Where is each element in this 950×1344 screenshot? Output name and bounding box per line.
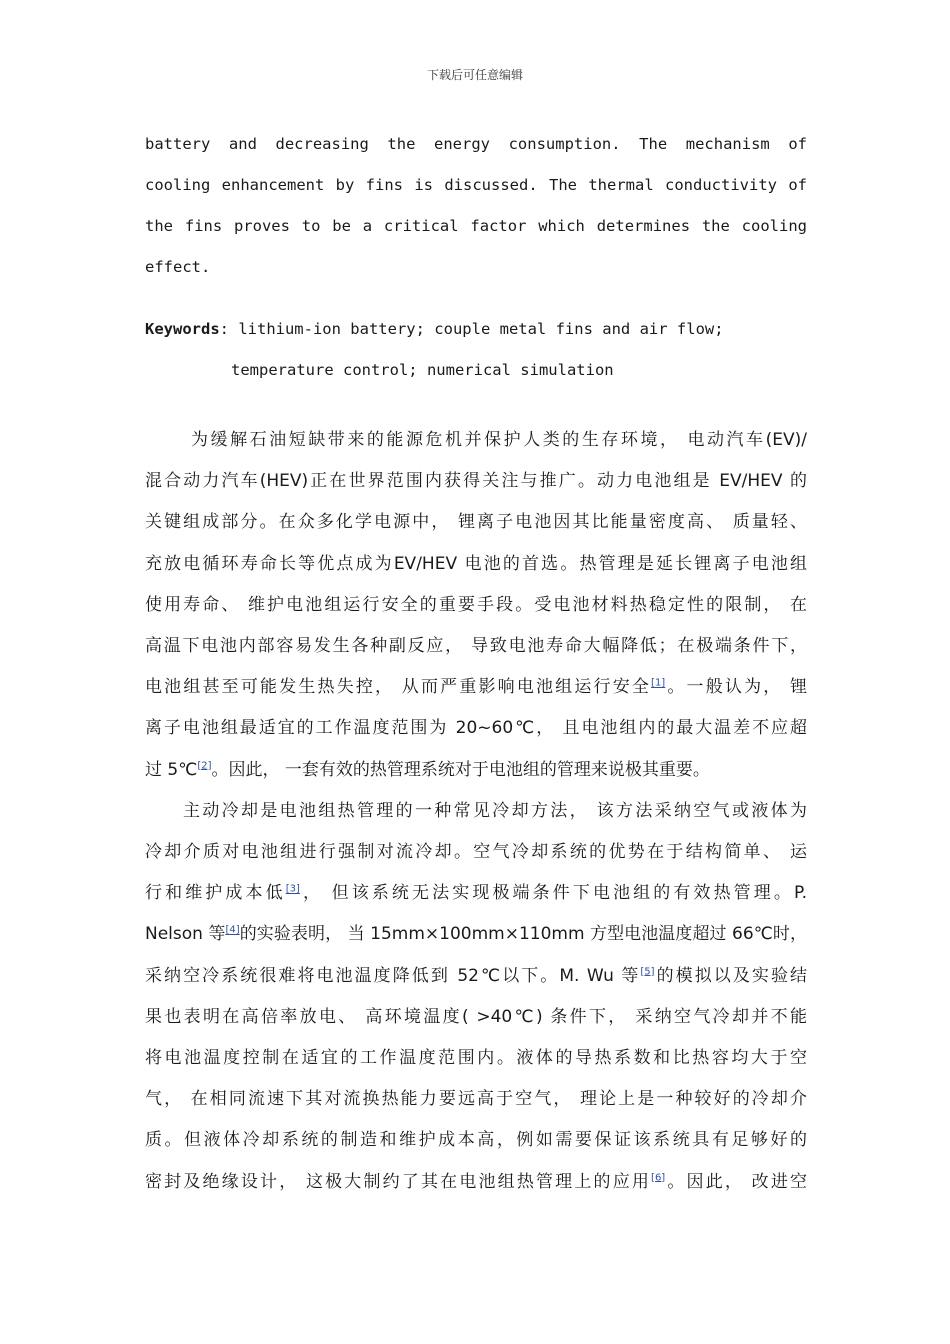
body-text-segment: 。因此， 一套有效的热管理系统对于电池组的管理来说极其重要。 <box>211 759 710 780</box>
body-text-segment: ， 但该系统无法实现极端条件下电池组的有效热管理。P. <box>299 883 808 904</box>
citation-link[interactable]: [2] <box>197 759 212 771</box>
page-header: 下载后可任意编辑 <box>426 68 523 82</box>
abstract-line: effect. <box>145 258 211 276</box>
keywords-block <box>145 309 807 391</box>
abstract-line: cooling enhancement by fins is discussed. The thermal conductivity of <box>145 176 807 194</box>
body-line <box>145 750 807 791</box>
body-line: 为缓解石油短缺带来的能源危机并保护人类的生存环境， 电动汽车(EV)/ <box>191 430 807 450</box>
body-line: 将电池温度控制在适宜的工作温度范围内。液体的导热系数和比热容均大于空 <box>145 1048 807 1069</box>
body-line: 质。但液体冷却系统的制造和维护成本高，例如需要保证该系统具有足够好的 <box>145 1130 807 1151</box>
abstract-text <box>145 124 807 288</box>
citation-link[interactable]: [3] <box>285 883 300 895</box>
body-line <box>145 873 807 914</box>
citation-link[interactable]: [1] <box>651 677 666 689</box>
body-line <box>145 914 807 955</box>
body-text <box>145 420 807 1203</box>
body-line: 气， 在相同流速下其对流换热能力要远高于空气， 理论上是一种较好的冷却介 <box>145 1089 807 1110</box>
body-text-segment: 的模拟以及实验结 <box>654 965 808 986</box>
body-line: 高温下电池内部容易发生各种副反应， 导致电池寿命大幅降低；在极端条件下， <box>145 636 807 657</box>
body-text-segment: 行和维护成本低 <box>145 883 286 904</box>
body-line: 混合动力汽车(HEV)正在世界范围内获得关注与推广。动力电池组是 EV/HEV 的 <box>145 471 807 492</box>
citation-link[interactable]: [5] <box>640 965 655 977</box>
body-line <box>145 667 807 708</box>
abstract-line: battery and decreasing the energy consumption. The mechanism of <box>145 135 807 153</box>
body-line: 充放电循环寿命长等优点成为EV/HEV 电池的首选。热管理是延长锂离子电池组 <box>145 553 807 574</box>
body-line: 主动冷却是电池组热管理的一种常见冷却方法， 该方法采纳空气或液体为 <box>183 800 807 821</box>
body-line: 使用寿命、 维护电池组运行安全的重要手段。受电池材料热稳定性的限制， 在 <box>145 594 807 615</box>
body-line: 离子电池组最适宜的工作温度范围为 20~60℃， 且电池组内的最大温差不应超 <box>145 718 807 739</box>
body-line: 关键组成部分。在众多化学电源中， 锂离子电池因其比能量密度高、 质量轻、 <box>145 512 807 533</box>
keywords-line-2: temperature control; numerical simulation <box>231 361 614 379</box>
citation-link[interactable]: [4] <box>225 924 240 936</box>
body-text-segment: 采纳空冷系统很难将电池温度降低到 52℃以下。M. Wu 等 <box>145 965 641 986</box>
body-line: 果也表明在高倍率放电、 高环境温度( >40℃) 条件下， 采纳空气冷却并不能 <box>145 1006 807 1027</box>
body-line <box>145 956 807 997</box>
citation-link[interactable]: [6] <box>651 1172 666 1183</box>
keywords-label: Keywords <box>145 320 220 338</box>
body-text-segment: 电池组甚至可能发生热失控， 从而严重影响电池组运行安全 <box>145 677 652 698</box>
body-line <box>145 1162 807 1203</box>
body-text-segment: 。一般认为， 锂 <box>665 677 807 698</box>
abstract-line: the fins proves to be a critical factor which determines the cooling <box>145 217 807 235</box>
body-text-segment: Nelson 等 <box>145 924 226 945</box>
keywords-line-1: : lithium-ion battery; couple metal fins and air flow; <box>219 320 724 338</box>
body-text-segment: 。因此， 改进空 <box>665 1171 807 1192</box>
body-text-segment: 过 5℃ <box>145 759 198 780</box>
body-line: 冷却介质对电池组进行强制对流冷却。空气冷却系统的优势在于结构简单、 运 <box>145 842 807 863</box>
body-text-segment: 的实验表明， 当 15mm×100mm×110mm 方型电池温度超过 66℃时， <box>239 924 807 945</box>
body-text-segment: 密封及绝缘设计， 这极大制约了其在电池组热管理上的应用 <box>145 1171 652 1192</box>
